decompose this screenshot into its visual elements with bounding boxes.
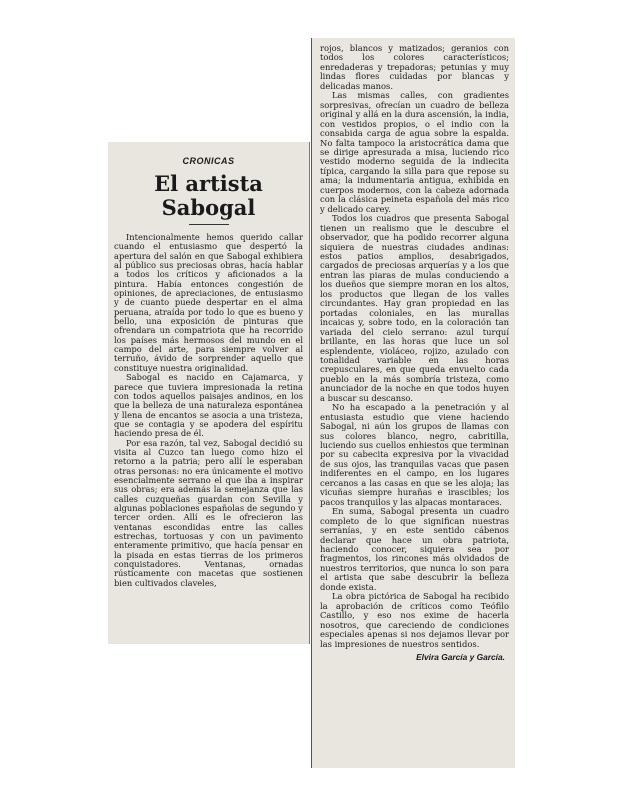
paragraph: Intencionalmente hemos querido callar cuando el entusiasmo que despertó la apertura del salón en que Sabogal exhibiera al público sus preciosas obras, hacía hablar a todos los críticos y aficionados a la pintura. Había entonces congestión de opiniones, de apreciaciones, de entusiasmo y de cuanto puede despertar en el alma peruana, atraída por todo lo que es bueno y bello, una exposición de pinturas que ofrendara un compatriota que ha recorrido los países más hermosos del mundo en el campo del arte, para siempre volver al terruño, ávido de sorprender aquello que constituye nuestra originalidad. — [114, 232, 303, 373]
paragraph: Sabogal es nacido en Cajamarca, y parece que tuviera impresionada la retina con todos aquellos paisajes andinos, en los que la belleza de una naturaleza espontánea y llena de encantos se asocia a una tristeza, que se contagia y se apodera del espíritu haciendo presa de él. — [114, 372, 303, 439]
paragraph: En suma, Sabogal presenta un cuadro completo de lo que significan nuestras serranías, y en este sentido cábenos declarar que hace un obra patriota, haciendo conocer, siquiera sea por fragmentos, los rincones más olvidados de nuestros territorios, que nunca lo son para el artista que sabe descubrir la belleza donde exista. — [320, 506, 509, 592]
author-signature: Elvira García y García. — [416, 652, 505, 662]
article-title: El artista Sabogal — [154, 171, 263, 220]
section-header: CRONICAS — [182, 156, 235, 166]
paragraph: La obra pictórica de Sabogal ha recibido la aprobación de críticos como Teófilo Castillo, y eso nos exime de hacerla nosotros, que careciendo de condiciones especiales apenas si nos dejamos llevar por las impresiones de nuestros sentidos. — [320, 591, 509, 649]
paragraph: No ha escapado a la penetración y al entusiasta estudio que viene haciendo Sabogal, ni aún los grupos de llamas con sus colores blanco, negro, cabritilla, luciendo sus cuellos enhiestos que terminan por su cabecita expresiva por la vivacidad de sus ojos, las tranquilas vacas que pasen indiferentes en el campo, en los lugares cercanos a las casas en que se les aloja; las vicuñas siempre huraña​s e irascibles; los pacos tranquilos y las alpacas montaraces. — [320, 402, 509, 507]
article-column-right — [311, 38, 515, 768]
paragraph-continuation: rojos, blancos y matizados; geranios con todos los colores característicos; enredaderas y trepadoras; petunias y muy lindas flores cuidadas por blancas y delicadas manos. — [320, 43, 509, 91]
article-column-left — [108, 142, 310, 644]
paragraph: Todos los cuadros que presenta Sabogal tienen un realismo que le descubre el observador, que ha podido recorrer alguna siquiera de nuestras ciudades andinas: estos patios amplios, desabrigados, cargados de preciosas arquerías y a los que entran las piaras de mulas conduciendo a los dueños que siempre moran en los altos, los productos que llegan de los valles circundantes. Hay gran propiedad en las portadas coloniales, en las murallas incaicas y, sobre todo, en la coloración tan variada del cielo serrano: azul turquí brillante, en las horas que luce un sol esplendente, violáceo, rojizo, azulado con tonalidad variable en las horas crepusculares, en que queda envuelto cada pueblo en la más sombría tristeza, como anunciador de la noche en que todos huyen a buscar su descanso. — [320, 213, 509, 403]
title-divider — [189, 224, 229, 225]
paragraph: Las mismas calles, con gradientes sorpresivas, ofrecían un cuadro de belleza original y allá en la dura ascensión, la india, con vestidos propios, o el indio con la consabida carga de agua sobre la espalda. No falta tampoco la aristocrática dama que se dirige apresurada a misa, luciendo rico vestido moderno seguida de la indiecita típica, cargando la silla para que repose su ama; la indumentaria antigua, exhibida en cuerpos modernos, con la cabeza adornada con la clásica peineta española del más rico y delicado carey. — [320, 90, 509, 214]
paragraph: Por esa razón, tal vez, Sabogal decidió su visita al Cuzco tan luego como hizo el retorno a la patria; pero allí le esperaban otras personas: no era únicamente el motivo esencialmente serrano el que iba a inspirar sus obras; era además la semejanza que las calles cuzqueñas guardan con Sevilla y algunas poblaciones españolas de segundo y tercer orden. Allí es le ofrecieron las ventanas escondidas entre las calles estrechas, tortuosas y con un pavimento enteramente primitivo, que hacía pensar en la pisada en estas tierras de los primeros conquistadores. Ventanas, ornadas rústicamente con macetas que sostienen bien cultivados claveles, — [114, 437, 303, 588]
